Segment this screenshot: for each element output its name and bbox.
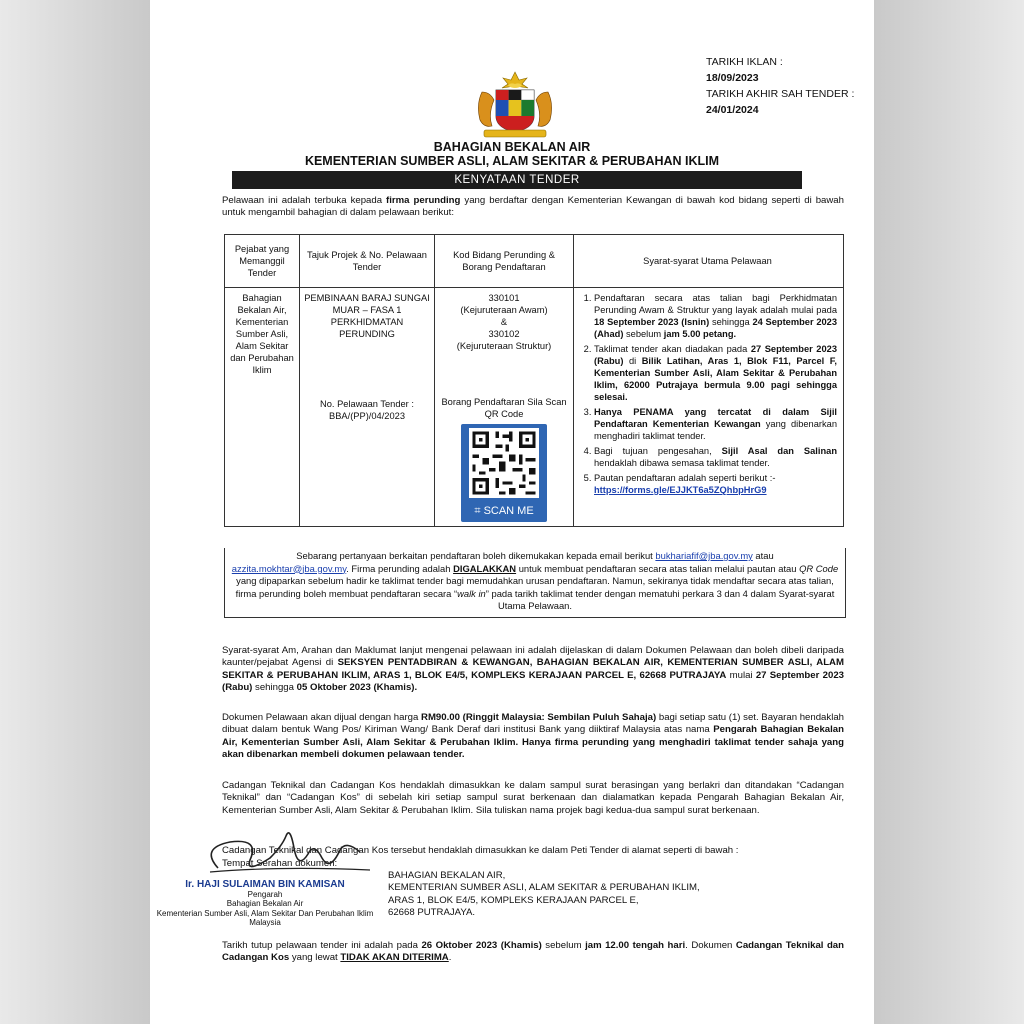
submission-place-label: Tempat Serahan dokumen: <box>222 858 338 869</box>
signatory-block <box>150 880 380 928</box>
qr-instruction: Borang Pendaftaran Sila Scan QR Code <box>441 397 567 419</box>
condition-1: 1. Pendaftaran secara atas talian bagi Perkhidmatan Perunding Awam & Struktur yang layak adalah mulai pada 18 September 2023 (Isnin) sehingga 24 September 2023 (Ahad) sebelum jam 5.00 petang. <box>594 292 837 340</box>
code-cell <box>435 288 574 527</box>
closing-paragraph: Tarikh tutup pelawaan tender ini adalah pada 26 Oktober 2023 (Khamis) sebelum jam 12.00 tengah hari. Dokumen Cadangan Teknikal dan Cadangan Kos yang lewat TIDAK AKAN DITERIMA. <box>222 940 845 964</box>
address-line: ARAS 1, BLOK E4/5, KOMPLEKS KERAJAAN PARCEL E, <box>388 894 639 906</box>
intro-paragraph: Pelawaan ini adalah terbuka kepada firma perunding yang berdaftar dengan Kementerian Kewangan di bawah kod bidang seperti di bawah untuk mengambil bahagian di dalam pelawaan berikut: <box>222 195 844 219</box>
project-title: PEMBINAAN BARAJ SUNGAI MUAR – FASA 1 PERKHIDMATAN PERUNDING <box>304 293 430 339</box>
department-title: BAHAGIAN BEKALAN AIR <box>433 140 591 154</box>
code-2: 330102 <box>488 329 520 339</box>
signatory-dept: Bahagian Bekalan Air <box>226 899 304 908</box>
ad-date: 18/09/2023 <box>706 72 759 84</box>
scan-me-label: ⌗ SCAN ME <box>474 505 534 517</box>
qr-code-block[interactable] <box>461 424 547 522</box>
tender-banner: KENYATAAN TENDER <box>232 171 802 189</box>
signatory-title: Pengarah <box>247 889 283 899</box>
valid-until-date: 24/01/2024 <box>706 104 759 116</box>
code-2-desc: (Kejuruteraan Struktur) <box>456 341 552 351</box>
paragraph-proposal-envelopes: Cadangan Teknikal dan Cadangan Kos hendaklah dimasukkan ke dalam sampul surat berasingan yang berlakri dan ditandakan “Cadangan Teknikal” dan “Cadangan Kos” di sebelah kiri setiap sampul surat berkenaan dan dialamatkan kepada Pengarah Bahagian Bekalan Air, Kementerian Sumber Asli, Alam Sekitar & Perubahan Iklim. Sila tuliskan nama projek bagi kedua-dua sampul surat berkenaan. <box>222 780 844 816</box>
tender-table <box>224 234 844 527</box>
signatory-ministry: Kementerian Sumber Asli, Alam Sekitar Dan Perubahan Iklim <box>156 908 374 918</box>
signatory-name: Ir. HAJI SULAIMAN BIN KAMISAN <box>185 879 345 890</box>
background-left <box>0 0 150 1024</box>
email-link-2[interactable]: azzita.mokhtar@jba.gov.my <box>231 562 347 574</box>
address-line: 62668 PUTRAJAYA. <box>388 907 476 919</box>
background-right <box>874 0 1024 1024</box>
email-link-1[interactable]: bukhariafif@jba.gov.my <box>655 550 753 561</box>
valid-until-label: TARIKH AKHIR SAH TENDER : <box>706 88 855 100</box>
table-row <box>225 288 844 527</box>
code-amp: & <box>500 317 508 327</box>
paragraph-general-conditions: Syarat-syarat Am, Arahan dan Maklumat lanjut mengenai pelawaan ini adalah dijelaskan di dalam Dokumen Pelawaan dan boleh dibeli daripada kaunter/pejabat Agensi di SEKSYEN PENTADBIRAN & KEWANGAN, BAHAGIAN BEKALAN AIR, KEMENTERIAN SUMBER ASLI, ALAM SEKITAR & PERUBAHAN IKLIM, ARAS 1, BLOK E4/5, KOMPLEKS KERAJAAN PARCEL E, 62668 PUTRAJAYA mulai 27 September 2023 (Rabu) sehingga 05 Oktober 2023 (Khamis). <box>222 645 844 694</box>
coat-of-arms-icon <box>470 70 560 140</box>
conditions-cell <box>574 288 844 527</box>
code-1: 330101 <box>488 293 520 303</box>
submission-address <box>388 870 700 920</box>
paragraph-document-price: Dokumen Pelawaan akan dijual dengan harga RM90.00 (Ringgit Malaysia: Sembilan Puluh Sahaja) bagi setiap satu (1) set. Bayaran hendaklah dibuat dalam bentuk Wang Pos/ Kiriman Wang/ Bank Deraf dari institusi Bank yang diiktiraf Malaysia atas nama Pengarah Bahagian Bekalan Air, Kementerian Sumber Asli, Alam Sekitar & Perubahan Iklim. Hanya firma perunding yang menghadiri taklimat tender sahaja yang akan dibenarkan membeli dokumen pelawaan tender. <box>222 712 844 761</box>
condition-2: 2. Taklimat tender akan diadakan pada 27 September 2023 (Rabu) di Bilik Latihan, Aras 1, Blok F11, Parcel F, Kementerian Sumber Asli, Alam Sekitar & Perubahan Iklim, 62000 Putrajaya bermula 9.00 pagi sehingga selesai. <box>594 343 837 403</box>
header-project: Tajuk Projek & No. Pelawaan Tender <box>300 235 435 288</box>
address-line: BAHAGIAN BEKALAN AIR, <box>388 870 506 881</box>
qr-code-icon <box>469 428 539 498</box>
tender-no-label: No. Pelawaan Tender : <box>320 399 414 409</box>
conditions-list <box>578 292 837 496</box>
header-conditions: Syarat-syarat Utama Pelawaan <box>574 235 844 288</box>
inquiry-note: Sebarang pertanyaan berkaitan pendaftaran boleh dikemukakan kepada email berikut bukhariafif@jba.gov.my atau azzita.mokhtar@jba.gov.my. Firma perunding adalah DIGALAKKAN untuk membuat pendaftaran secara atas talian melalui pautan atau QR Code yang dipaparkan sebelum hadir ke taklimat tender bagi memudahkan urusan pendaftaran. Namun, sekiranya tidak mendaftar secara atas talian, firma perunding boleh membuat pendaftaran secara “walk in” pada tarikh taklimat tender dengan mematuhi perkara 3 dan 4 dalam Syarat-syarat Utama Pelawaan. <box>224 548 846 618</box>
condition-4: 4. Bagi tujuan pengesahan, Sijil Asal dan Salinan hendaklah dibawa semasa taklimat tender. <box>594 445 837 469</box>
condition-3: 3. Hanya PENAMA yang tercatat di dalam Sijil Pendaftaran Kementerian Kewangan yang dibenarkan menghadiri taklimat tender. <box>594 406 837 442</box>
table-header-row <box>225 235 844 288</box>
header-office: Pejabat yang Memanggil Tender <box>225 235 300 288</box>
condition-5: 5. Pautan pendaftaran adalah seperti berikut :- https://forms.gle/EJJKT6a5ZQhbpHrG9 <box>594 472 837 496</box>
project-cell <box>300 288 435 527</box>
address-line: KEMENTERIAN SUMBER ASLI, ALAM SEKITAR & PERUBAHAN IKLIM, <box>388 882 700 894</box>
tender-no: BBA/(PP)/04/2023 <box>329 411 405 421</box>
ad-meta <box>706 54 854 118</box>
paragraph-tender-box: Cadangan Teknikal dan Cadangan Kos tersebut hendaklah dimasukkan ke dalam Peti Tender di alamat seperti di bawah : <box>222 845 739 856</box>
document-page <box>150 0 874 1024</box>
header-code: Kod Bidang Perunding & Borang Pendaftaran <box>435 235 574 288</box>
ministry-title: KEMENTERIAN SUMBER ASLI, ALAM SEKITAR & PERUBAHAN IKLIM <box>304 154 720 168</box>
registration-link[interactable]: https://forms.gle/EJJKT6a5ZQhbpHrG9 <box>594 485 767 495</box>
code-1-desc: (Kejuruteraan Awam) <box>460 305 548 315</box>
office-cell: Bahagian Bekalan Air, Kementerian Sumber Asli, Alam Sekitar dan Perubahan Iklim <box>225 288 300 527</box>
signature-icon <box>190 818 380 888</box>
ad-date-label: TARIKH IKLAN : <box>706 56 783 68</box>
signatory-country: Malaysia <box>249 918 281 927</box>
